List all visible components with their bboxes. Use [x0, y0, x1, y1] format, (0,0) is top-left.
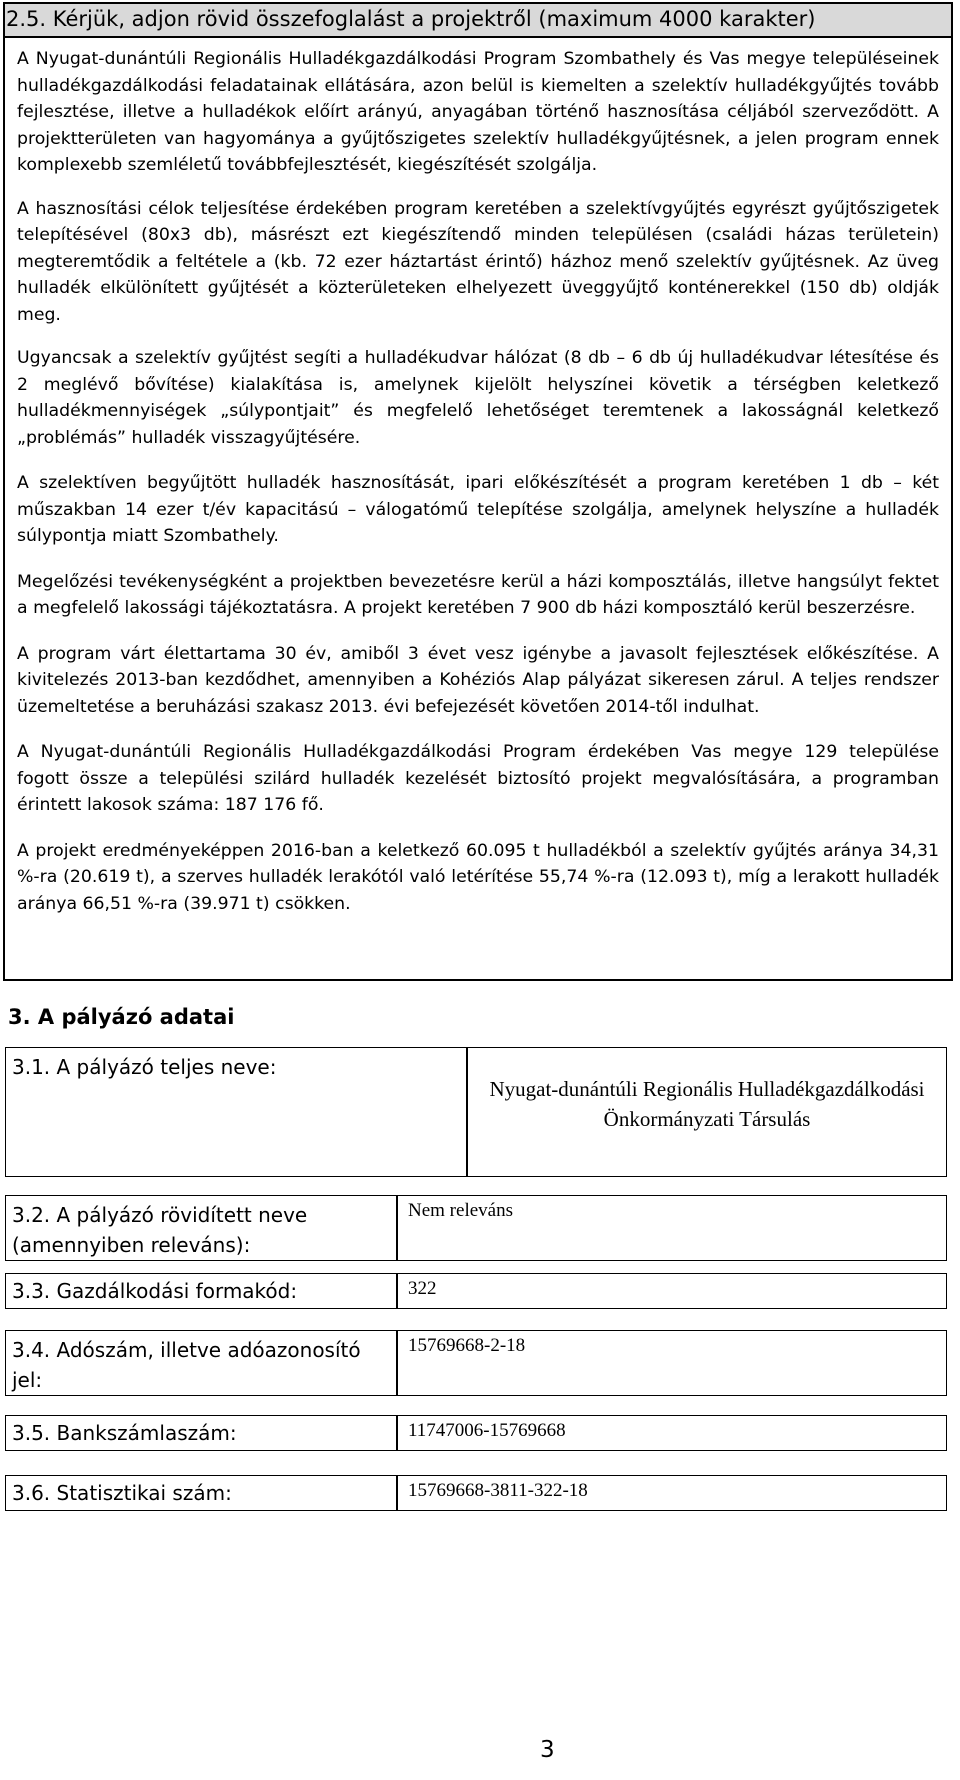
applicant-short-name-value: Nem releváns [397, 1195, 947, 1261]
applicant-full-name-value: Nyugat-dunántúli Regionális Hulladékgazdálkodási Önkormányzati Társulás [467, 1047, 947, 1177]
summary-paragraph: Ugyancsak a szelektív gyűjtést segíti a hulladékudvar hálózat (8 db – 6 db új hulladékudvar létesítése és 2 meglévő bővítése) kialakítása is, amelynek kijelölt helyszínei követik a térségben keletkező hulladékmennyiségek „súlypontjait” és megfelelő lehetőséget teremtenek a lakosságnál keletkező „problémás” hulladék visszagyűjtésére. [17, 348, 939, 448]
statistical-number-label: 3.6. Statisztikai szám: [5, 1475, 397, 1511]
bank-account-value: 11747006-15769668 [397, 1415, 947, 1451]
applicant-row-statistical-number [5, 1475, 950, 1511]
summary-paragraph: A szelektíven begyűjtött hulladék hasznosítását, ipari előkészítését a program keretében 1 db – két műszakban 14 ezer t/év kapacitású – válogatómű telepítése szolgálja, amelynek helyszíne a hulladék súlypontja miatt Szombathely. [17, 473, 939, 546]
summary-paragraph: A hasznosítási célok teljesítése érdekében program keretében a szelektívgyűjtés egyrészt gyűjtőszigetek telepítésével (80x3 db), másrészt ezt kiegészítendő minden településen (családi házas területein) megteremtődik a feltétele a (kb. 72 ezer háztartást érintő) házhoz menő szelektív gyűjtésnek. Az üveg hulladék elkülönített gyűjtését a közterületeken elhelyezett üveggyűjtő konténerekkel (150 db) oldják meg. [17, 198, 939, 325]
summary-paragraph: A program várt élettartama 30 év, amiből 3 évet vesz igénybe a javasolt fejlesztések előkészítése. A kivitelezés 2013-ban kezdődhet, amennyiben a Kohéziós Alap pályázat sikeresen zárul. A teljes rendszer üzemeltetése a beruházási szakasz 2013. évi befejezését követően 2014-től indulhat. [17, 643, 939, 717]
applicant-short-name-label: 3.2. A pályázó rövidített neve (amennyiben releváns): [5, 1195, 397, 1261]
tax-id-label: 3.4. Adószám, illetve adóazonosító jel: [5, 1330, 397, 1396]
applicant-row-short-name [5, 1195, 950, 1261]
applicant-row-bank-account [5, 1415, 950, 1451]
summary-paragraph: A Nyugat-dunántúli Regionális Hulladékgazdálkodási Program Szombathely és Vas megye településeinek hulladékgazdálkodási feladatainak ellátására, azon belül is kiemelten a szelektív hulladékgyűjtés tovább fejlesztése, illetve a hulladékok előírt arányú, anyagában történő hasznosítása céljából szerveződött. A projektterületen van hagyománya a gyűjtőszigetes szelektív hulladékgyűjtésnek, a jelen program ennek komplexebb szemléletű továbbfejlesztését, kiegészítését szolgálja. [17, 49, 939, 175]
form-code-value: 322 [397, 1273, 947, 1309]
applicant-row-tax-id [5, 1330, 950, 1396]
form-code-label: 3.3. Gazdálkodási formakód: [5, 1273, 397, 1309]
statistical-number-value: 15769668-3811-322-18 [397, 1475, 947, 1511]
page-number: 3 [540, 1737, 555, 1763]
tax-id-value: 15769668-2-18 [397, 1330, 947, 1396]
applicant-row-name [5, 1047, 950, 1177]
summary-paragraph: A Nyugat-dunántúli Regionális Hulladékgazdálkodási Program érdekében Vas megye 129 települése fogott össze a települési szilárd hulladék kezelését biztosító projekt megvalósítására, a programban érintett lakosok száma: 187 176 fő. [17, 742, 939, 815]
applicant-full-name-label: 3.1. A pályázó teljes neve: [5, 1047, 467, 1177]
bank-account-label: 3.5. Bankszámlaszám: [5, 1415, 397, 1451]
summary-paragraph: Megelőzési tevékenységként a projektben bevezetésre kerül a házi komposztálás, illetve hangsúlyt fektet a megfelelő lakossági tájékoztatásra. A projekt keretében 7 900 db házi komposztáló kerül beszerzésre. [17, 571, 939, 618]
summary-box [3, 36, 953, 981]
section-heading: 2.5. Kérjük, adjon rövid összefoglalást a projektről (maximum 4000 karakter) [3, 2, 953, 36]
applicant-section-heading: 3. A pályázó adatai [8, 1005, 235, 1029]
summary-paragraph: A projekt eredményeképpen 2016-ban a keletkező 60.095 t hulladékból a szelektív gyűjtés aránya 34,31 %-ra (20.619 t), a szerves hulladék lerakótól való letérítése 55,74 %-ra (12.093 t), míg a lerakott hulladék aránya 66,51 %-ra (39.971 t) csökken. [17, 840, 939, 914]
applicant-row-form-code [5, 1273, 950, 1309]
